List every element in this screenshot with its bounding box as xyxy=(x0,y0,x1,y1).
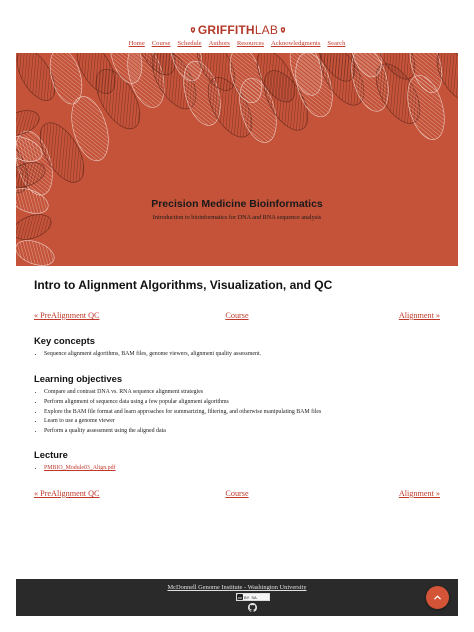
main-content xyxy=(34,276,440,498)
list-item: • Compare and contrast DNA vs. RNA sequence alignment strategies xyxy=(44,388,321,398)
list-item: • Perform alignment of sequence data using a few popular alignment algorithms xyxy=(44,398,321,408)
pager-bottom xyxy=(34,489,440,498)
griffin-right-icon xyxy=(280,22,286,38)
logo-text-light: LAB xyxy=(254,23,279,37)
prev-page-link[interactable]: « PreAlignment QC xyxy=(34,489,100,498)
lecture-pdf-link[interactable]: PMBIO_Module03_Align.pdf xyxy=(44,465,116,471)
site-header xyxy=(0,0,474,52)
helix-segment xyxy=(16,236,58,266)
hero-subtitle: Introduction to bioinformatics for DNA and RNA sequence analysis xyxy=(152,214,322,221)
chevron-up-icon xyxy=(433,593,442,602)
helix-strands xyxy=(16,53,458,266)
griffin-left-icon xyxy=(190,22,196,38)
github-icon[interactable] xyxy=(248,603,257,612)
learning-objectives-heading: Learning objectives xyxy=(34,373,123,384)
course-link[interactable]: Course xyxy=(225,311,249,320)
pager-top xyxy=(34,311,440,320)
nav-search[interactable]: Search xyxy=(327,40,346,47)
dna-helix-illustration xyxy=(16,53,458,266)
nav-home[interactable]: Home xyxy=(128,40,145,47)
nav-course[interactable]: Course xyxy=(151,40,171,47)
nav-authors[interactable]: Authors xyxy=(208,40,230,47)
list-item: • Learn to use a genome viewer xyxy=(44,417,321,427)
site-footer xyxy=(16,579,458,616)
sa-icon: SA xyxy=(251,595,257,600)
next-page-link[interactable]: Alignment » xyxy=(398,489,440,498)
learning-objectives-list xyxy=(44,388,321,437)
page-title: Intro to Alignment Algorithms, Visualization, and QC xyxy=(34,278,333,292)
list-item: • Perform a quality assessment using the aligned data xyxy=(44,427,321,437)
by-icon: BY xyxy=(244,595,250,600)
key-concepts-list xyxy=(44,350,261,360)
cc-icon: cc xyxy=(238,595,242,600)
logo-text-bold: GRIFFITH xyxy=(197,23,255,37)
lecture-heading: Lecture xyxy=(34,449,68,460)
institute-link[interactable]: McDonnell Genome Institute - Washington University xyxy=(167,584,307,591)
hero-title: Precision Medicine Bioinformatics xyxy=(151,198,323,210)
cc-license-badge[interactable] xyxy=(236,593,270,601)
next-page-link[interactable]: Alignment » xyxy=(398,311,440,320)
key-concepts-heading: Key concepts xyxy=(34,335,95,346)
griffith-lab-logo[interactable] xyxy=(190,21,286,39)
list-item: • Sequence alignment algorithms, BAM files, genome viewers, alignment quality assessment. xyxy=(44,350,261,360)
list-item xyxy=(44,464,116,474)
nav-schedule[interactable]: Schedule xyxy=(177,40,202,47)
nav-acknowledgments[interactable]: Acknowledgments xyxy=(270,40,321,47)
main-nav xyxy=(0,40,474,47)
hero-banner xyxy=(16,53,458,266)
back-to-top-button[interactable] xyxy=(426,586,449,609)
list-item: • Explore the BAM file format and learn approaches for summarizing, filtering, and otherwise manipulating BAM files xyxy=(44,408,321,418)
prev-page-link[interactable]: « PreAlignment QC xyxy=(34,311,100,320)
course-link[interactable]: Course xyxy=(225,489,249,498)
lecture-list xyxy=(44,464,116,474)
nav-resources[interactable]: Resources xyxy=(236,40,264,47)
